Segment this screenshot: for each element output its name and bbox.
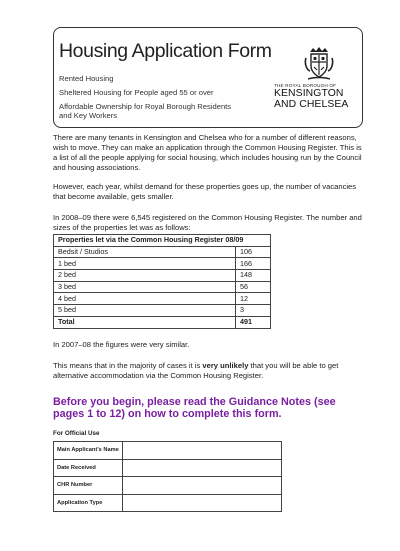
table-row	[54, 293, 271, 305]
council-logo-text	[274, 83, 358, 110]
table-row	[54, 258, 271, 270]
note-emphasis: very unlikely	[202, 361, 249, 370]
field-label-application-type: Application Type	[54, 494, 123, 512]
row-value: 106	[236, 246, 271, 258]
field-application-type[interactable]	[123, 494, 282, 512]
note-text-start: This means that in the majority of cases it is	[53, 361, 203, 370]
header-box	[53, 27, 363, 128]
field-label-applicant-name: Main Applicant’s Name	[54, 442, 123, 460]
row-label: 5 bed	[54, 305, 236, 317]
royal-borough-crest-icon	[304, 46, 334, 82]
intro-paragraph-1: There are many tenants in Kensington and Chelsea who for a number of different reasons, wish to move. They can make an application through the Common Housing Register. This is a list of all the people applying for social housing, which includes housing run by the Council and housing associations.	[53, 133, 362, 172]
intro-paragraph-3: In 2008–09 there were 6,545 registered on the Common Housing Register. The number and sizes of the properties let was as follows:	[53, 213, 362, 232]
intro-paragraph-2: However, each year, whilst demand for these properties goes up, the number of vacancies that become available, gets smaller.	[53, 182, 357, 201]
note-text-end: that you will be able to get alternative accommodation via the Common Housing Register.	[53, 361, 339, 380]
table-header-row	[54, 235, 271, 247]
row-label: 2 bed	[54, 270, 236, 282]
row-label: 1 bed	[54, 258, 236, 270]
row-label: 4 bed	[54, 293, 236, 305]
table-row	[54, 270, 271, 282]
logo-line-kensington: KENSINGTON	[274, 88, 344, 99]
official-row	[54, 494, 282, 512]
official-use-table	[53, 441, 282, 512]
note-paragraph-2	[53, 361, 365, 381]
row-value: 148	[236, 270, 271, 282]
housing-options	[59, 74, 239, 125]
logo-line-chelsea: AND CHELSEA	[274, 99, 349, 110]
total-value: 491	[236, 316, 271, 328]
option-affordable-ownership: Affordable Ownership for Royal Borough Residents and Key Workers	[59, 102, 232, 120]
row-value: 3	[236, 305, 271, 317]
properties-table	[53, 234, 271, 329]
row-value: 12	[236, 293, 271, 305]
field-label-date-received: Date Received	[54, 459, 123, 477]
table-header: Properties let via the Common Housing Register 08/09	[54, 235, 271, 247]
field-applicant-name[interactable]	[123, 442, 282, 460]
field-chr-number[interactable]	[123, 477, 282, 495]
official-row	[54, 477, 282, 495]
option-sheltered-housing: Sheltered Housing for People aged 55 or over	[59, 88, 214, 97]
note-paragraph-1: In 2007–08 the figures were very similar.	[53, 340, 190, 349]
table-row	[54, 305, 271, 317]
row-label: 3 bed	[54, 281, 236, 293]
logo-small-text: THE ROYAL BOROUGH OF	[274, 83, 337, 88]
field-date-received[interactable]	[123, 459, 282, 477]
option-rented-housing: Rented Housing	[59, 74, 114, 83]
row-label: Bedsit / Studios	[54, 246, 236, 258]
form-title: Housing Application Form	[59, 40, 272, 62]
guidance-notice: Before you begin, please read the Guidance Notes (see pages 1 to 12) on how to complete this form.	[53, 396, 336, 420]
official-row	[54, 442, 282, 460]
table-row	[54, 281, 271, 293]
official-use-label: For Official Use	[53, 430, 100, 437]
field-label-chr-number: CHR Number	[54, 477, 123, 495]
table-total-row	[54, 316, 271, 328]
row-value: 166	[236, 258, 271, 270]
row-value: 56	[236, 281, 271, 293]
table-row	[54, 246, 271, 258]
total-label: Total	[54, 316, 236, 328]
official-row	[54, 459, 282, 477]
